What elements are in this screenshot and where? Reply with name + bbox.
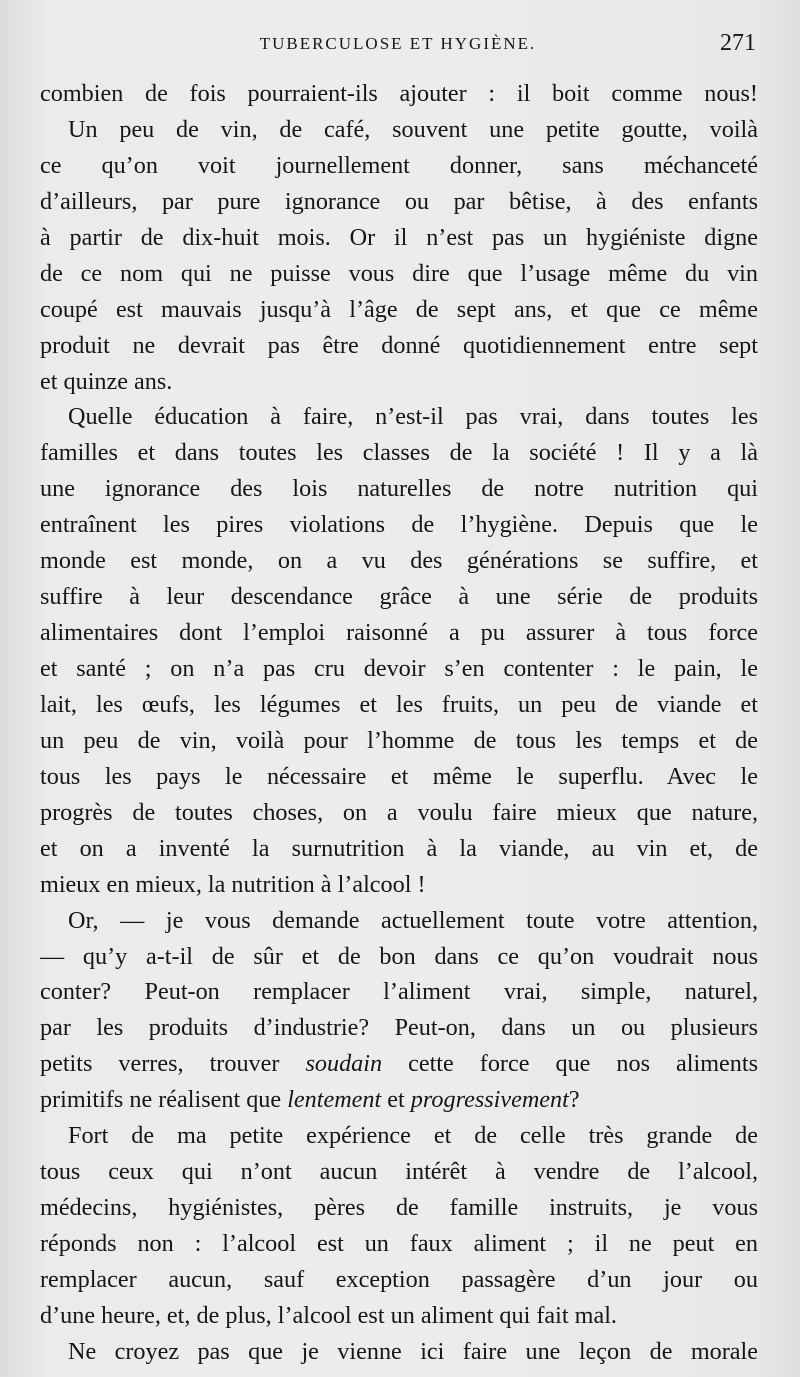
text-line: monde est monde, on a vu des générations se suffire, et [40,547,758,575]
text-line: entraînent les pires violations de l’hygiène. Depuis que le [40,511,758,539]
text-line: mieux en mieux, la nutrition à l’alcool ! [40,870,426,898]
text-line: médecins, hygiénistes, pères de famille instruits, je vous [40,1194,758,1222]
text-line: Or, — je vous demande actuellement toute votre attention, [68,906,758,934]
text-line [40,1082,758,1118]
text-line: remplacer aucun, sauf exception passagère d’un jour ou [40,1265,758,1293]
text-line: combien de fois pourraient-ils ajouter : il boit comme nous! [40,80,758,107]
body-text [40,76,758,1370]
text-line: une ignorance des lois naturelles de notre nutrition qui [40,475,758,503]
text-line: alimentaires dont l’emploi raisonné a pu assurer à tous force [40,619,758,647]
text-line: tous ceux qui n’ont aucun intérêt à vendre de l’alcool, [40,1158,758,1186]
text-line: un peu de vin, voilà pour l’homme de tous les temps et de [40,726,758,754]
text-line: Fort de ma petite expérience et de celle très grande de [68,1122,758,1150]
italic-word: progressivement [410,1086,569,1114]
text-line: lait, les œufs, les légumes et les fruits, un peu de viande et [40,690,758,718]
italic-word: soudain [305,1050,383,1078]
text-run: primitifs ne réalisent que [40,1086,288,1114]
text-line: et quinze ans. [40,367,173,395]
text-line: conter? Peut-on remplacer l’aliment vrai, simple, naturel, [40,978,758,1006]
text-run: ? [568,1086,580,1114]
text-run: et [381,1086,411,1114]
text-line: et on a inventé la surnutrition à la viande, au vin et, de [40,834,758,862]
text-run: cette force que nos aliments [382,1050,758,1078]
italic-word: lentement [287,1086,382,1114]
text-line: d’ailleurs, par pure ignorance ou par bêtise, à des enfants [40,187,758,215]
text-line: suffire à leur descendance grâce à une série de produits [40,583,758,611]
text-line: à partir de dix-huit mois. Or il n’est pas un hygiéniste digne [40,223,758,251]
text-line: familles et dans toutes les classes de la société ! Il y a là [40,439,758,467]
page-number: 271 [720,30,756,56]
text-line: et santé ; on n’a pas cru devoir s’en contenter : le pain, le [40,655,758,682]
text-line: coupé est mauvais jusqu’à l’âge de sept ans, et que ce même [40,295,758,323]
text-run: petits verres, trouver [40,1050,306,1078]
text-line: d’une heure, et, de plus, l’alcool est un aliment qui fait mal. [40,1301,617,1329]
text-line: Ne croyez pas que je vienne ici faire une leçon de morale [68,1337,758,1365]
running-title: TUBERCULOSE ET HYGIÈNE. [259,34,537,53]
text-line: Un peu de vin, de café, souvent une petite goutte, voilà [68,115,758,143]
text-line: de ce nom qui ne puisse vous dire que l’usage même du vin [40,259,758,287]
text-line: ce qu’on voit journellement donner, sans méchanceté [40,151,758,179]
text-line: par les produits d’industrie? Peut-on, dans un ou plusieurs [40,1014,758,1042]
text-line [40,1046,758,1082]
running-head [40,30,756,64]
text-line: tous les pays le nécessaire et même le superflu. Avec le [40,762,758,790]
text-line: réponds non : l’alcool est un faux aliment ; il ne peut en [40,1230,758,1257]
text-line: progrès de toutes choses, on a voulu faire mieux que nature, [40,798,758,826]
text-line: Quelle éducation à faire, n’est-il pas vrai, dans toutes les [68,403,758,431]
text-line: produit ne devrait pas être donné quotidiennement entre sept [40,331,758,359]
text-line: — qu’y a-t-il de sûr et de bon dans ce qu’on voudrait nous [40,942,758,970]
